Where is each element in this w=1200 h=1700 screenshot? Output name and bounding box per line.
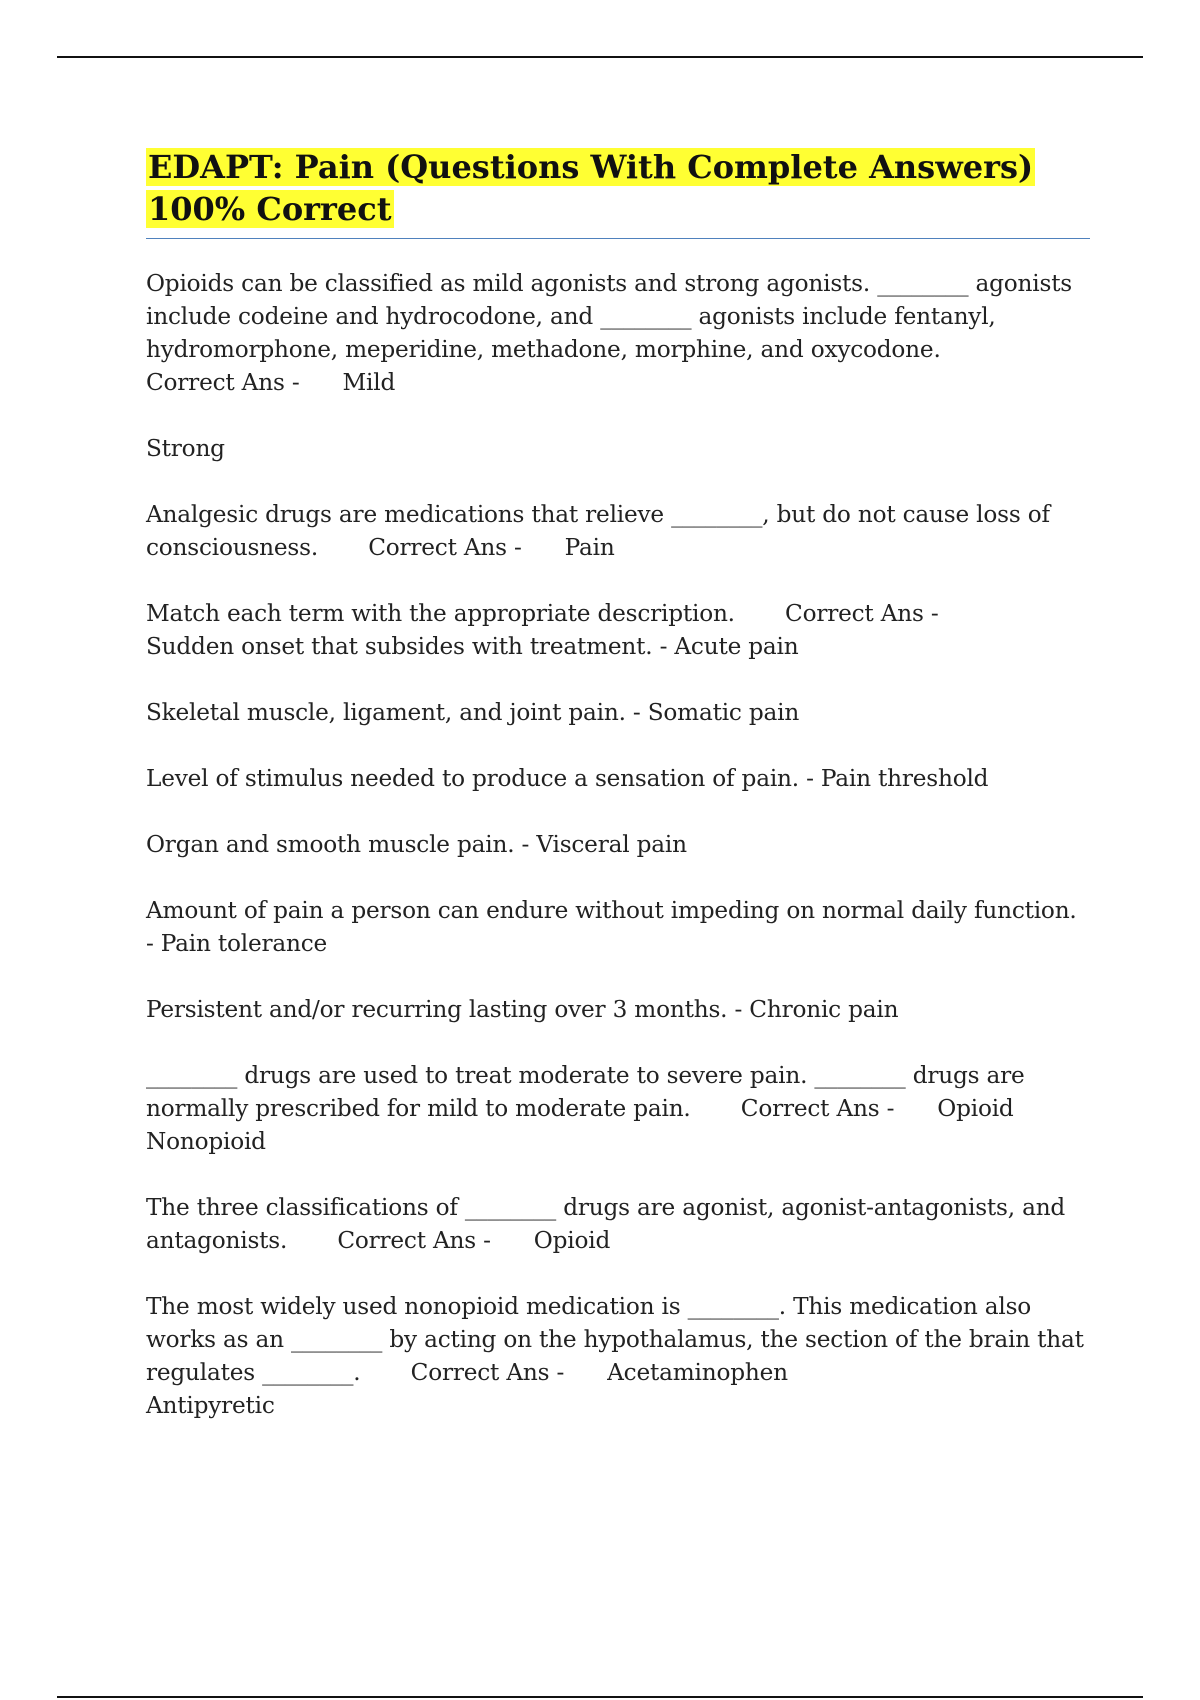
title-underline [146,238,1090,239]
title-line-2: 100% Correct [148,190,392,228]
title-line-1: EDAPT: Pain (Questions With Complete Answers) [148,148,1034,186]
question-paragraph-12: The most widely used nonopioid medication is ________. This medication also works as an ________ by acting on the hypothalamus, the section of the brain that regulates ________. Correct Ans - Acetaminophen Antipyretic [146,1293,1084,1419]
question-paragraph-2: Strong [146,435,225,462]
page-top-rule [57,56,1143,58]
question-paragraph-6: Level of stimulus needed to produce a sensation of pain. - Pain threshold [146,765,989,792]
document-title [146,146,1090,230]
page-bottom-rule [57,1696,1143,1698]
question-paragraph-10: ________ drugs are used to treat moderate to severe pain. ________ drugs are normally prescribed for mild to moderate pain. Correct Ans - Opioid Nonopioid [146,1062,1025,1155]
question-paragraph-8: Amount of pain a person can endure without impeding on normal daily function. - Pain tolerance [146,897,1084,957]
question-list [146,267,1090,1422]
question-paragraph-1: Opioids can be classified as mild agonists and strong agonists. ________ agonists include codeine and hydrocodone, and ________ agonists include fentanyl, hydromorphone, meperidine, methadone, morphine, and oxycodone. Correct Ans - Mild [146,270,1073,396]
question-paragraph-9: Persistent and/or recurring lasting over 3 months. - Chronic pain [146,996,899,1023]
question-paragraph-5: Skeletal muscle, ligament, and joint pain. - Somatic pain [146,699,800,726]
question-paragraph-7: Organ and smooth muscle pain. - Visceral pain [146,831,687,858]
question-paragraph-11: The three classifications of ________ drugs are agonist, agonist-antagonists, and antagonists. Correct Ans - Opioid [146,1194,1073,1254]
question-paragraph-4: Match each term with the appropriate description. Correct Ans - Sudden onset that subsides with treatment. - Acute pain [146,600,939,660]
question-paragraph-3: Analgesic drugs are medications that relieve ________, but do not cause loss of consciousness. Correct Ans - Pain [146,501,1058,561]
document-body [146,146,1090,1455]
